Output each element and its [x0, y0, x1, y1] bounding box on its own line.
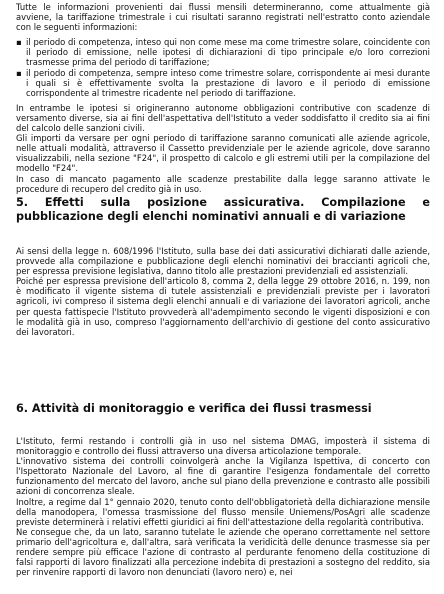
intro-paragraph-3: Gli importi da versare per ogni periodo di tariffazione saranno comunicati alle aziende agricole, nelle attuali modalità, attraverso il Cassetto previdenziale per le aziende agricole, dove saranno visualizzabili, nella sezione "F24", il prospetto di calcolo e gli estremi utili per la compilazione del modello "F24". [16, 133, 430, 174]
intro-bullet-2 [16, 68, 430, 98]
section-6-paragraph-1: L'Istituto, fermi restando i controlli già in uso nel sistema DMAG, imposterà il sistema di monitoraggio e controllo dei flussi attraverso una diversa articolazione temporale. [16, 436, 430, 457]
intro-bullet-1-text: il periodo di competenza, inteso qui non come mese ma come trimestre solare, coincidente con il periodo di emissione, nelle ipotesi di dichiarazioni di tipo principale e/o loro correzioni trasmesse prima del periodo di tariffazione; [26, 37, 430, 68]
intro-block [16, 2, 430, 194]
intro-paragraph-1: Tutte le informazioni provenienti dai flussi mensili determineranno, come attualmente già avviene, la tariffazione trimestrale i cui risultati saranno registrati nell'estratto conto aziendale con le seguenti informazioni: [16, 2, 430, 33]
section-5-paragraph-1: Ai sensi della legge n. 608/1996 l'Istituto, sulla base dei dati assicurativi dichiarati dalle aziende, provvede alla compilazione e pubblicazione degli elenchi nominativi dei braccianti agricoli che, per espressa previsione legislativa, danno titolo alle prestazioni previdenziali ed assistenziali. [16, 246, 430, 277]
section-5-heading: 5. Effetti sulla posizione assicurativa. Compilazione e pubblicazione degli elenchi nominativi annuali e di variazione [16, 196, 430, 223]
intro-bullet-list [16, 37, 430, 98]
section-6-paragraph-4: Ne consegue che, da un lato, saranno tutelate le aziende che operano correttamente nel settore primario dell'agricoltura e, dall'altra, sarà verificata la veridicità delle denunce trasmesse sia per rendere sempre più efficace l'azione di contrasto al perdurante fenomeno della costituzione di falsi rapporti di lavoro finalizzati alla percezione indebita di prestazioni a sostegno del reddito, sia per rinvenire rapporti di lavoro non denunciati (lavoro nero) e, nei [16, 526, 430, 578]
intro-bullet-2-text: il periodo di competenza, sempre inteso come trimestre solare, corrispondente ai mesi durante i quali si è effettivamente svolta la prestazione di lavoro e il periodo di emissione corrispondente al trimestre ricadente nel periodo di tariffazione. [26, 67, 430, 98]
section-6-paragraph-3: Inoltre, a regime dal 1° gennaio 2020, tenuto conto dell'obbligatorietà della dichiarazione mensile della manodopera, l'omessa trasmissione del flusso mensile Uniemens/PosAgri alle scadenze previste determinerà i relativi effetti giuridici ai fini dell'attestazione della regolarità contributiva. [16, 496, 430, 527]
section-5-paragraph-2: Poiché per espressa previsione dell'articolo 8, comma 2, della legge 29 ottobre 2016, n. 199, non è modificato il vigente sistema di tutele assistenziali e previdenziali previste per i lavoratori agricoli, ivi compreso il sistema degli elenchi annuali e di variazione dei lavoratori agricoli, anche per questa fattispecie l'Istituto provvederà all'adempimento secondo le vigenti disposizioni e con le modalità già in uso, compreso l'aggiornamento dell'archivio di gestione del conto assicurativo dei lavoratori. [16, 276, 430, 337]
bullet-marker-icon: ▪ [16, 37, 22, 48]
bullet-marker-icon: ▪ [16, 67, 22, 78]
section-5-body [16, 246, 430, 337]
intro-paragraph-2: In entrambe le ipotesi si origineranno autonome obbligazioni contributive con scadenze di versamento diverse, sia ai fini dell'aspettativa dell'Istituto a veder soddisfatto il credito sia ai fini del calcolo delle sanzioni civili. [16, 102, 430, 134]
section-6-paragraph-2: L'innovativo sistema dei controlli coinvolgerà anche la Vigilanza Ispettiva, di concerto con l'Ispettorato Nazionale del Lavoro, al fine di garantire l'esigenza fondamentale del corretto funzionamento del mercato del lavoro, anche sul piano della prevenzione e contrasto alle possibili azioni di concorrenza sleale. [16, 456, 430, 497]
intro-bullet-1 [16, 37, 430, 67]
section-6-heading: 6. Attività di monitoraggio e verifica dei flussi trasmessi [16, 402, 372, 415]
intro-paragraph-4: In caso di mancato pagamento alle scadenze prestabilite dalla legge saranno attivate le procedure di recupero del credito già in uso. [16, 173, 430, 194]
section-6-body [16, 436, 430, 577]
